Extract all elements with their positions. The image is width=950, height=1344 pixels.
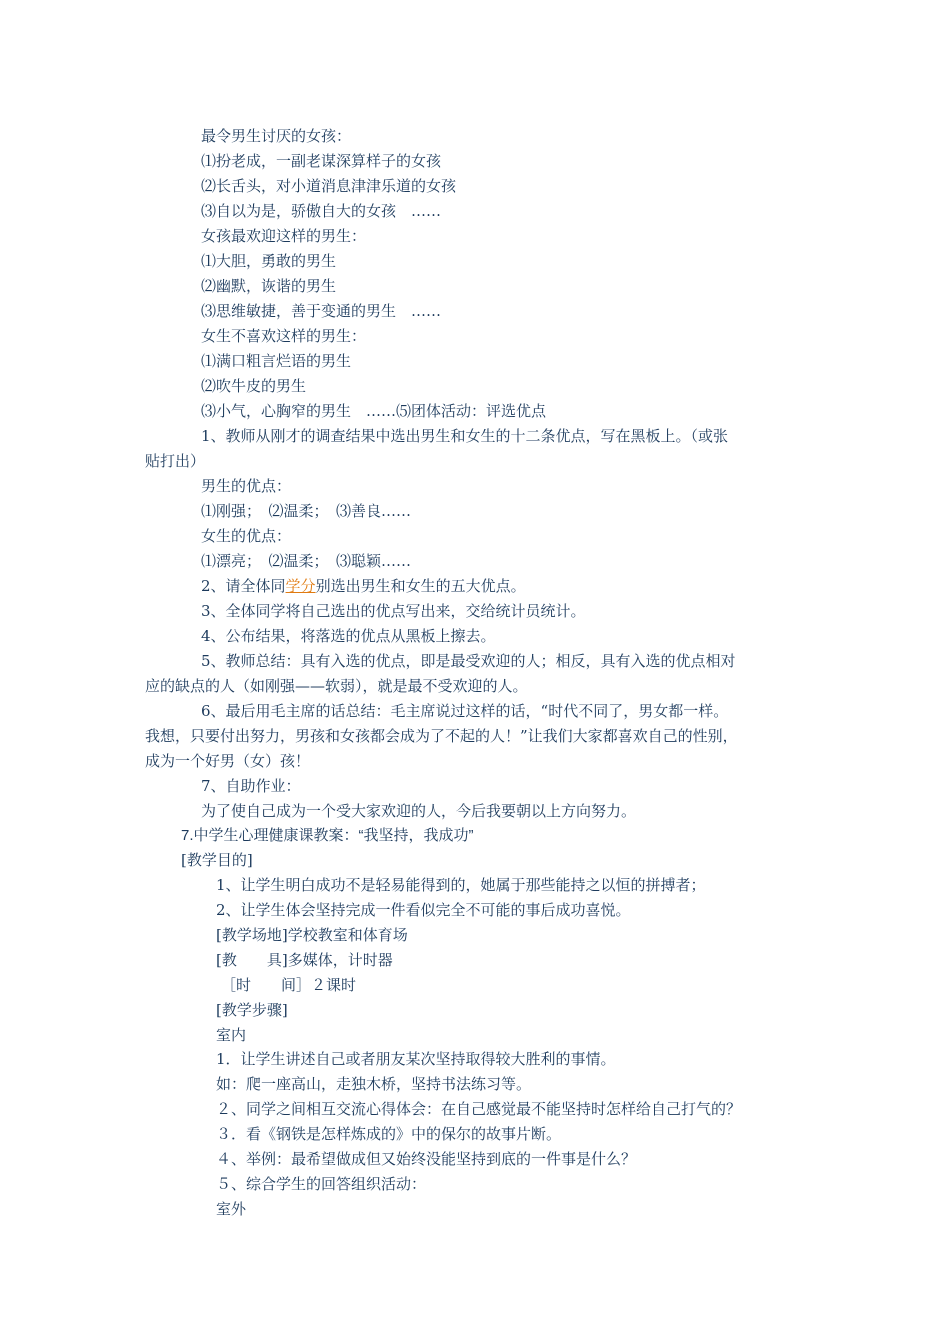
text-line: ５、综合学生的回答组织活动： <box>216 1175 427 1193</box>
text-line: ⑶思维敏捷，善于变通的男生 …… <box>201 302 442 320</box>
text-line: ⑶小气，心胸窄的男生 ……⑸团体活动：评选优点 <box>201 402 547 420</box>
hyperlink[interactable]: 学分 <box>285 577 316 595</box>
section-heading: 7.中学生心理健康课教案：“我坚持，我成功” <box>181 827 474 844</box>
text-line: ⑵幽默，诙谐的男生 <box>201 277 337 295</box>
text-line: 女生的优点： <box>201 527 292 545</box>
text-line: [教 具]多媒体，计时器 <box>216 951 393 969</box>
text-span: 2、请全体同 <box>201 577 286 595</box>
text-line: 5、教师总结：具有入选的优点，即是最受欢迎的人；相反，具有入选的优点相对 <box>201 652 736 670</box>
text-line: 4、公布结果，将落选的优点从黑板上擦去。 <box>201 627 496 645</box>
text-line: ２、同学之间相互交流心得体会：在自己感觉最不能坚持时怎样给自己打气的？ <box>216 1100 742 1118</box>
text-line: 男生的优点： <box>201 477 292 495</box>
text-line: 最令男生讨厌的女孩： <box>201 127 352 145</box>
text-span: 别选出男生和女生的五大优点。 <box>315 577 526 595</box>
text-line: ［时 间］２课时 <box>221 976 357 994</box>
text-line: [教学场地]学校教室和体育场 <box>216 926 408 944</box>
text-line <box>201 576 526 596</box>
text-line: 室外 <box>216 1200 247 1218</box>
text-line: ⑴漂亮； ⑵温柔； ⑶聪颖…… <box>201 552 412 570</box>
text-line: 贴打出） <box>145 452 206 470</box>
text-line: ⑶自以为是，骄傲自大的女孩 …… <box>201 202 442 220</box>
text-line: [教学目的] <box>181 851 253 869</box>
text-line: 1、让学生明白成功不是轻易能得到的，她属于那些能持之以恒的拼搏者； <box>216 876 706 894</box>
text-line: ⑴大胆，勇敢的男生 <box>201 252 337 270</box>
text-line: 6、最后用毛主席的话总结：毛主席说过这样的话，“时代不同了，男女都一样。 <box>201 702 729 720</box>
text-line: 应的缺点的人（如刚强——软弱），就是最不受欢迎的人。 <box>145 677 528 695</box>
text-line: ⑵吹牛皮的男生 <box>201 377 307 395</box>
text-line: 1、教师从刚才的调查结果中选出男生和女生的十二条优点，写在黑板上。（或张 <box>201 427 729 445</box>
text-line: ３．看《钢铁是怎样炼成的》中的保尔的故事片断。 <box>216 1125 562 1143</box>
text-line: ⑵长舌头，对小道消息津津乐道的女孩 <box>201 177 457 195</box>
text-line: ⑴满口粗言烂语的男生 <box>201 352 352 370</box>
text-line: 女生不喜欢这样的男生： <box>201 327 367 345</box>
text-line: 我想，只要付出努力，男孩和女孩都会成为了不起的人！”让我们大家都喜欢自己的性别， <box>145 727 738 745</box>
text-line: [教学步骤] <box>216 1001 288 1019</box>
text-line: 女孩最欢迎这样的男生： <box>201 227 367 245</box>
text-line: 1．让学生讲述自己或者朋友某次坚持取得较大胜利的事情。 <box>216 1050 616 1068</box>
text-line: 如：爬一座高山，走独木桥，坚持书法练习等。 <box>216 1075 532 1093</box>
text-line: ⑴刚强； ⑵温柔； ⑶善良…… <box>201 502 412 520</box>
text-line: 7、自助作业： <box>201 777 301 795</box>
text-line: 成为一个好男（女）孩！ <box>145 752 311 770</box>
text-line: ４、举例：最希望做成但又始终没能坚持到底的一件事是什么？ <box>216 1150 637 1168</box>
text-line: 3、全体同学将自己选出的优点写出来，交给统计员统计。 <box>201 602 586 620</box>
text-line: 室内 <box>216 1026 247 1044</box>
text-line: 2、让学生体会坚持完成一件看似完全不可能的事后成功喜悦。 <box>216 901 631 919</box>
text-line: ⑴扮老成，一副老谋深算样子的女孩 <box>201 152 442 170</box>
text-line: 为了使自己成为一个受大家欢迎的人，今后我要朝以上方向努力。 <box>201 802 637 820</box>
